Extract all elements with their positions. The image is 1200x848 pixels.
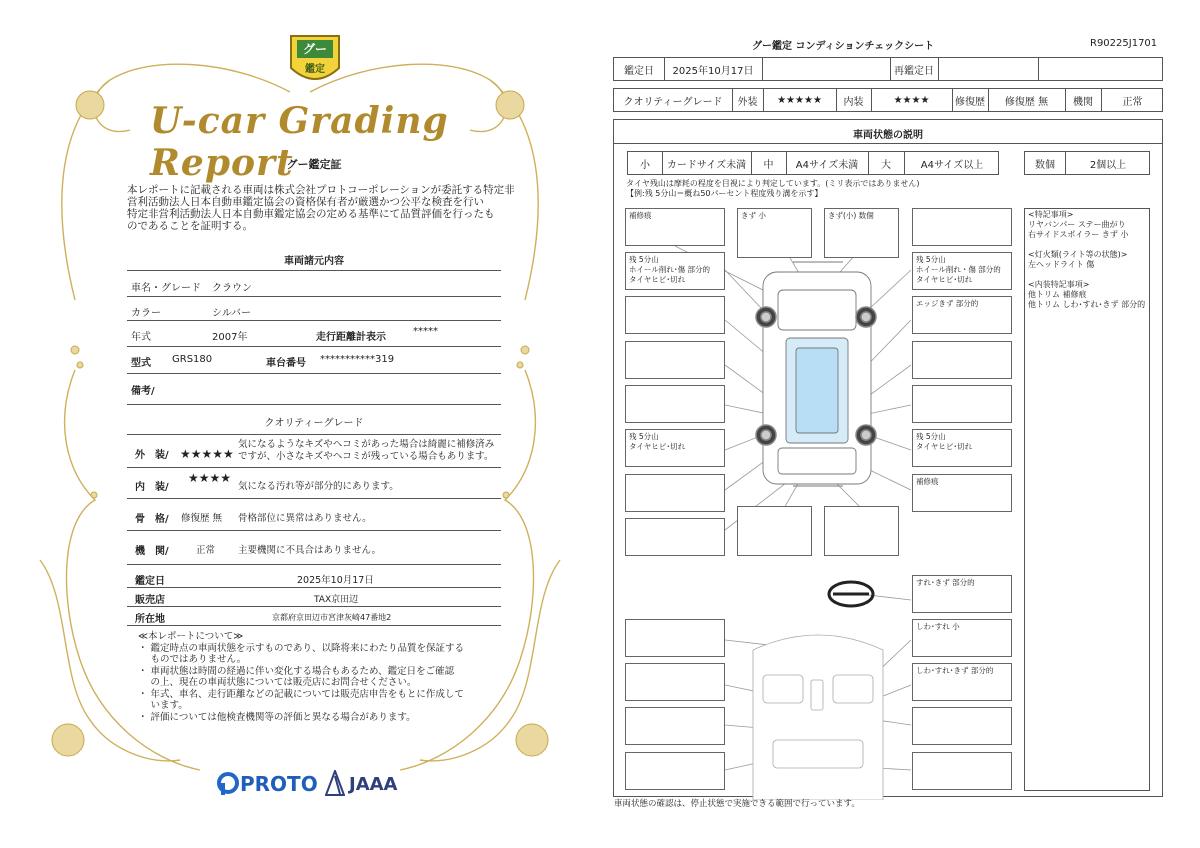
frame-desc: 骨格部位に異常はありません。 xyxy=(238,513,372,524)
mileage-value: ***** xyxy=(413,326,438,337)
proto-logo-icon xyxy=(217,772,241,796)
car-interior-view xyxy=(753,635,883,800)
ann-empty xyxy=(625,619,725,657)
color-label: カラー xyxy=(131,308,161,319)
legend-large-desc: A4サイズ以上 xyxy=(920,159,984,171)
engine-desc: 主要機関に不具合はありません。 xyxy=(238,545,382,556)
engine-value: 正常 xyxy=(196,545,216,556)
frame-label: 骨 格/ xyxy=(135,514,169,525)
ann-repair-top: 補修痕 xyxy=(625,208,725,246)
ann-empty xyxy=(625,663,725,701)
count-label: 数個 xyxy=(1025,152,1066,174)
frame-value: 修復歴 無 xyxy=(181,513,223,524)
size-legend xyxy=(627,151,999,175)
proto-logo-text: PROTO xyxy=(240,772,318,796)
chassis-label: 車台番号 xyxy=(266,358,306,369)
section-title: 車両状態の説明 xyxy=(853,130,923,141)
engine-label: 機関 xyxy=(1065,89,1102,111)
engine-value: 正常 xyxy=(1122,96,1143,108)
ann-repair-rear: 補修痕 xyxy=(912,474,1012,512)
exterior-stars: ★★★★★ xyxy=(180,447,234,461)
quality-row xyxy=(613,88,1163,112)
specs-heading: 車両諸元内容 xyxy=(284,256,344,267)
chassis-value: ***********319 xyxy=(320,354,395,365)
date-label: 鑑定日 xyxy=(614,58,665,80)
ann-front-right-tire: 残 5分山 ホイール削れ・傷 部分的 タイヤヒビ･切れ xyxy=(912,252,1012,290)
ann-empty xyxy=(625,518,725,556)
ext-label: 外装 xyxy=(732,89,764,111)
ann-empty xyxy=(625,296,725,334)
count-legend xyxy=(1024,151,1150,175)
legend-small-desc: カードサイズ未満 xyxy=(662,152,752,174)
ann-empty xyxy=(625,474,725,512)
date-value: 2025年10月17日 xyxy=(297,575,374,586)
model-label: 型式 xyxy=(131,358,151,369)
about-report: ≪本レポートについて≫ ・ 鑑定時点の車両状態を示すものであり、以降将来にわたり品質を保証する ものではありません。 ・ 車両状態は時間の経過に伴い変化する場合もあるため、鑑定日をご確認 の上、現在の車両状態については販売店にお問合せください。 ・ 年式、車名、走行距離などの記載については販売店申告をもとに作成して います。 ・ 評価については他検査機関等の評価と異なる場合があります。 xyxy=(138,631,465,723)
sheet-footer: 車両状態の確認は、停止状態で実施できる範囲で行っています。 xyxy=(614,799,860,809)
legend-large: 大 xyxy=(868,152,905,174)
date-value: 2025年10月17日 xyxy=(664,58,763,80)
ann-empty xyxy=(912,208,1012,246)
count-value: 2個以上 xyxy=(1089,159,1127,171)
intro-text: 本レポートに記載される車両は株式会社プロトコーポレーションが委託する特定非 営利活動法人日本自動車鑑定協会の資格保有者が厳選かつ公平な検査を行い 特定非営利活動法人日本自動車鑑定協会の定める基準にて品質評価を行ったも のであることを証明する。 xyxy=(127,184,515,232)
notes-label: 備考/ xyxy=(131,386,155,397)
address-value: 京都府京田辺市宮津灰崎47番地2 xyxy=(272,613,392,622)
badge-top-text: グー xyxy=(302,42,327,56)
ann-empty xyxy=(625,707,725,745)
ann-empty xyxy=(737,506,812,556)
date-label: 鑑定日 xyxy=(135,576,165,587)
car-top-view xyxy=(763,262,871,486)
ann-empty xyxy=(912,707,1012,745)
script-title: U-car Grading Report xyxy=(150,100,449,184)
int-label: 内装 xyxy=(836,89,872,111)
redate-label: 再鑑定日 xyxy=(890,58,939,80)
badge-bottom-text: 鑑定 xyxy=(305,64,325,75)
interior-desc: 気になる汚れ等が部分的にあります。 xyxy=(238,481,399,492)
interior-stars: ★★★★ xyxy=(188,471,232,485)
legend-small: 小 xyxy=(628,152,663,174)
ext-stars: ★★★★★ xyxy=(763,89,837,111)
ann-scratch-some: きず(小) 数個 xyxy=(824,208,899,258)
ann-edge-scratch: エッジきず 部分的 xyxy=(912,296,1012,334)
ann-empty xyxy=(625,385,725,423)
color-value: シルバー xyxy=(212,308,252,319)
int-stars: ★★★★ xyxy=(871,89,953,111)
quality-label: クオリティーグレード xyxy=(614,89,733,111)
ann-empty xyxy=(912,341,1012,379)
steering-wheel-icon xyxy=(829,582,873,606)
ann-empty xyxy=(912,385,1012,423)
shop-label: 販売店 xyxy=(135,595,165,606)
interior-label: 内 装/ xyxy=(135,482,169,493)
ann-front-left-tire: 残 5分山 ホイール削れ･傷 部分的 タイヤヒビ･切れ xyxy=(625,252,725,290)
car-name-label: 車名・グレード xyxy=(131,283,201,294)
ann-empty xyxy=(625,341,725,379)
address-label: 所在地 xyxy=(135,614,165,625)
sheet-title: グー鑑定 コンディションチェックシート xyxy=(752,41,935,52)
ann-scratch-small: きず 小 xyxy=(737,208,812,258)
ann-empty xyxy=(625,752,725,790)
car-name-value: クラウン xyxy=(212,283,252,294)
cert-heading: グー鑑定証 xyxy=(286,158,342,171)
ann-empty xyxy=(824,506,899,556)
ann-rear-right-tire: 残 5分山 タイヤヒビ･切れ xyxy=(912,429,1012,467)
legend-medium: 中 xyxy=(751,152,787,174)
ann-rear-left-tire: 残 5分山 タイヤヒビ･切れ xyxy=(625,429,725,467)
jaaa-logo-icon xyxy=(325,770,345,796)
mileage-label: 走行距離計表示 xyxy=(316,332,386,343)
exterior-desc: 気になるようなキズやヘコミがあった場合は綺麗に補修済み ですが、小さなキズやヘコミが残っている場合もあります。 xyxy=(238,439,495,462)
shop-value: TAX京田辺 xyxy=(314,595,359,605)
ann-seat-front: しわ･すれ 小 xyxy=(912,619,1012,657)
model-value: GRS180 xyxy=(172,354,213,365)
goo-kantei-badge-icon xyxy=(287,32,343,90)
sheet-code: R90225J1701 xyxy=(1090,38,1158,49)
repair-value: 修復歴 無 xyxy=(988,89,1066,111)
exterior-label: 外 装/ xyxy=(135,450,169,461)
year-value: 2007年 xyxy=(212,332,248,343)
legend-medium-desc: A4サイズ未満 xyxy=(786,152,869,174)
tire-note: タイヤ残山は摩耗の程度を目視により判定しています。(ミリ表示ではありません) 【例:残 5分山＝概ね50パーセント程度残り溝を示す】 xyxy=(626,179,920,198)
date-row xyxy=(613,57,1163,81)
year-label: 年式 xyxy=(131,332,151,343)
jaaa-logo-text: JAAA xyxy=(349,774,398,795)
repair-label: 修復歴 xyxy=(952,89,989,111)
engine-label: 機 関/ xyxy=(135,546,169,557)
ann-empty xyxy=(912,752,1012,790)
quality-heading: クオリティーグレード xyxy=(264,418,364,429)
special-notes-text: <特記事項> リヤバンパー ステー曲がり 右サイドスポイラー きず 小 <灯火類(ライト等の状態)> 左ヘッドライト 傷 <内装特記事項> 他トリム 補修痕 他トリム しわ･すれ･きず 部分的 xyxy=(1028,210,1146,309)
ann-steering: すれ･きず 部分的 xyxy=(912,575,1012,613)
ann-seat-trim: しわ･すれ･きず 部分的 xyxy=(912,663,1012,701)
